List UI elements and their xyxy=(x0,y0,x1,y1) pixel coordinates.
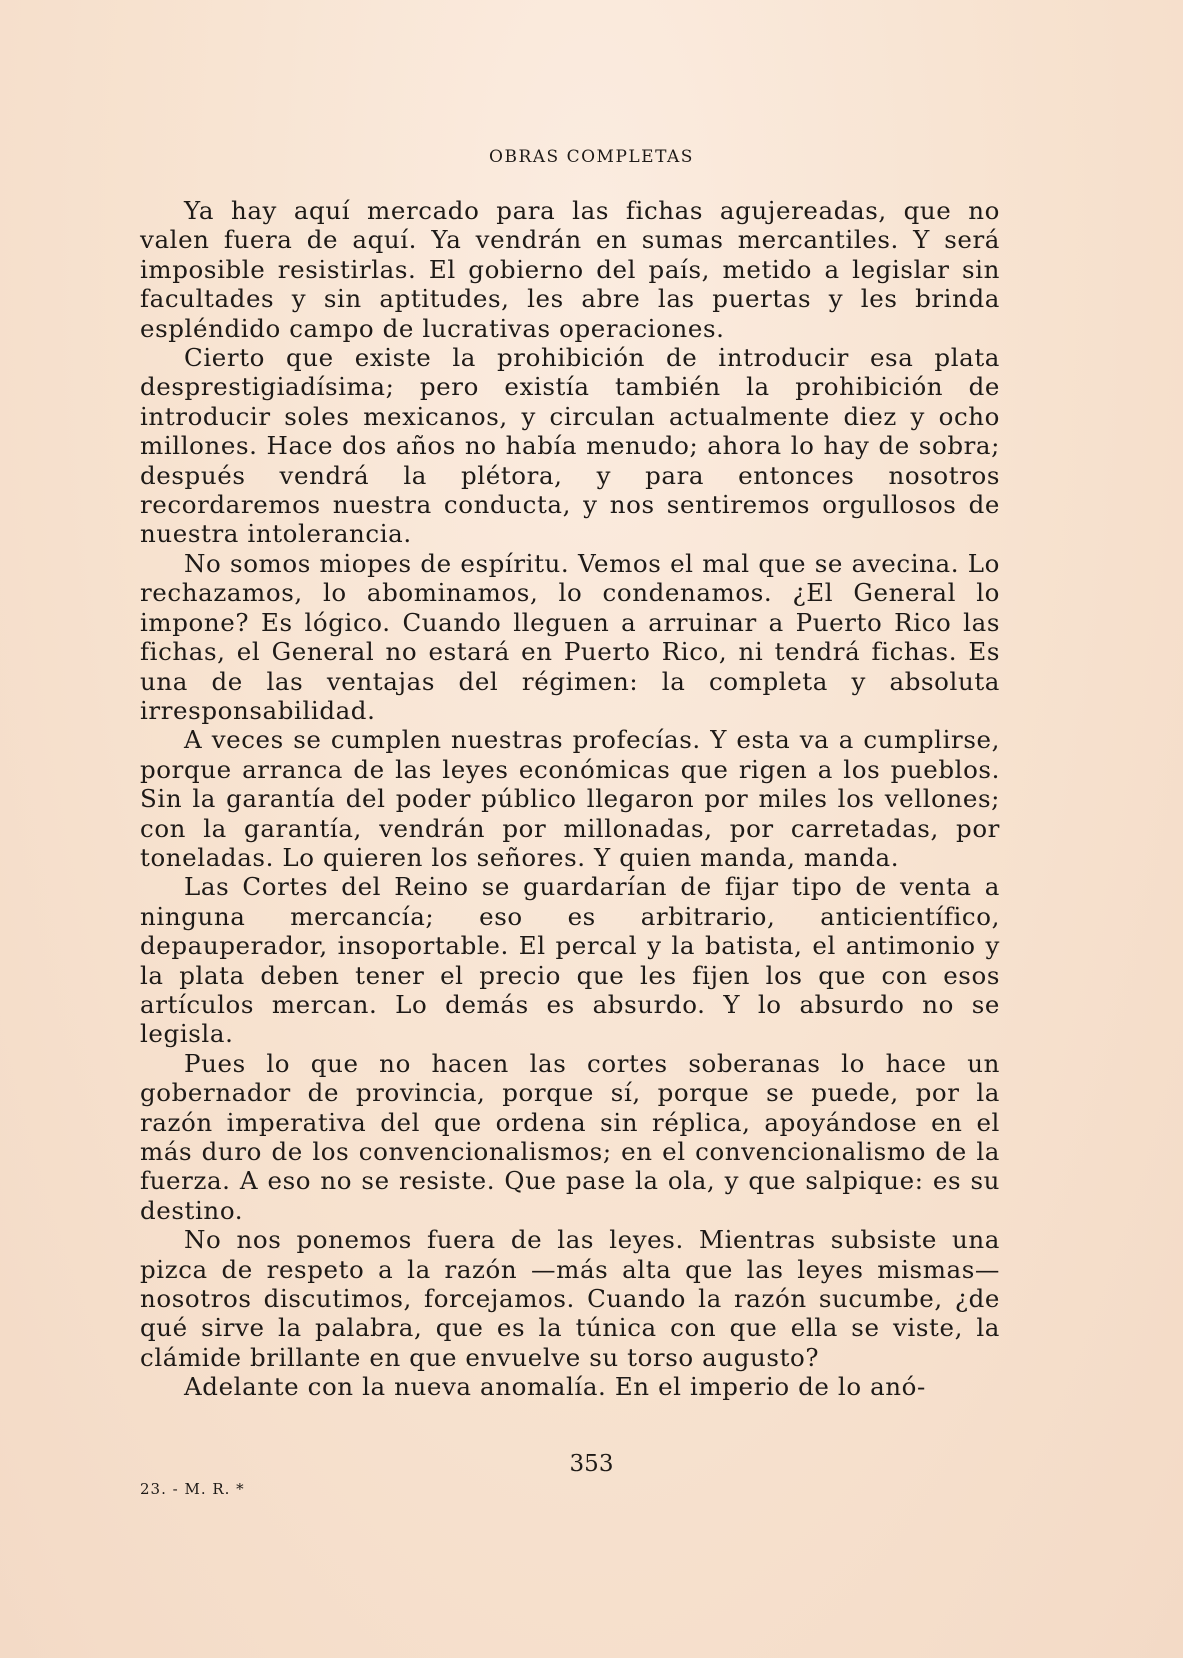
running-title: OBRAS COMPLETAS xyxy=(489,147,694,167)
body-text xyxy=(140,196,1000,1402)
paragraph: Las Cortes del Reino se guardarían de fijar tipo de venta a ninguna mercancía; eso es arbitrario, anticientífico, depauperador, insoportable. El percal y la batista, el antimonio y la plata deben tener el precio que les fijen los que con esos artículos mercan. Lo demás es absurdo. Y lo absurdo no se legisla. xyxy=(140,872,1000,1049)
paragraph: A veces se cumplen nuestras profecías. Y esta va a cumplirse, porque arranca de las leyes económicas que rigen a los pueblos. Sin la garantía del poder público llegaron por miles los vellones; con la garantía, vendrán por millonadas, por carretadas, por toneladas. Lo quieren los señores. Y quien manda, manda. xyxy=(140,725,1000,872)
paragraph: No nos ponemos fuera de las leyes. Mientras subsiste una pizca de respeto a la razón —más alta que las leyes mismas— nosotros discutimos, forcejamos. Cuando la razón sucumbe, ¿de qué sirve la palabra, que es la túnica con que ella se viste, la clámide brillante en que envuelve su torso augusto? xyxy=(140,1225,1000,1372)
paragraph: No somos miopes de espíritu. Vemos el mal que se avecina. Lo rechazamos, lo abominamos, lo condenamos. ¿El General lo impone? Es lógico. Cuando lleguen a arruinar a Puerto Rico las fichas, el General no estará en Puerto Rico, ni tendrá fichas. Es una de las ventajas del régimen: la completa y absoluta irresponsabilidad. xyxy=(140,548,1000,725)
paragraph: Pues lo que no hacen las cortes soberanas lo hace un gobernador de provincia, porque sí, porque se puede, por la razón imperativa del que ordena sin réplica, apoyándose en el más duro de los convencionalismos; en el convencionalismo de la fuerza. A eso no se resiste. Que pase la ola, y que salpique: es su destino. xyxy=(140,1048,1000,1225)
printer-signature: 23. - M. R. * xyxy=(140,1480,245,1498)
page-number: 353 xyxy=(569,1451,614,1477)
paragraph: Adelante con la nueva anomalía. En el imperio de lo anó- xyxy=(184,1372,926,1402)
paragraph: Cierto que existe la prohibición de introducir esa plata desprestigiadísima; pero existía también la prohibición de introducir soles mexicanos, y circulan actualmente diez y ocho millones. Hace dos años no había menudo; ahora lo hay de sobra; después vendrá la plétora, y para entonces nosotros recordaremos nuestra conducta, y nos sentiremos orgullosos de nuestra intolerancia. xyxy=(140,343,1000,549)
paragraph: Ya hay aquí mercado para las fichas agujereadas, que no valen fuera de aquí. Ya vendrán en sumas mercantiles. Y será imposible resistirlas. El gobierno del país, metido a legislar sin facultades y sin aptitudes, les abre las puertas y les brinda espléndido campo de lucrativas operaciones. xyxy=(140,196,1000,343)
